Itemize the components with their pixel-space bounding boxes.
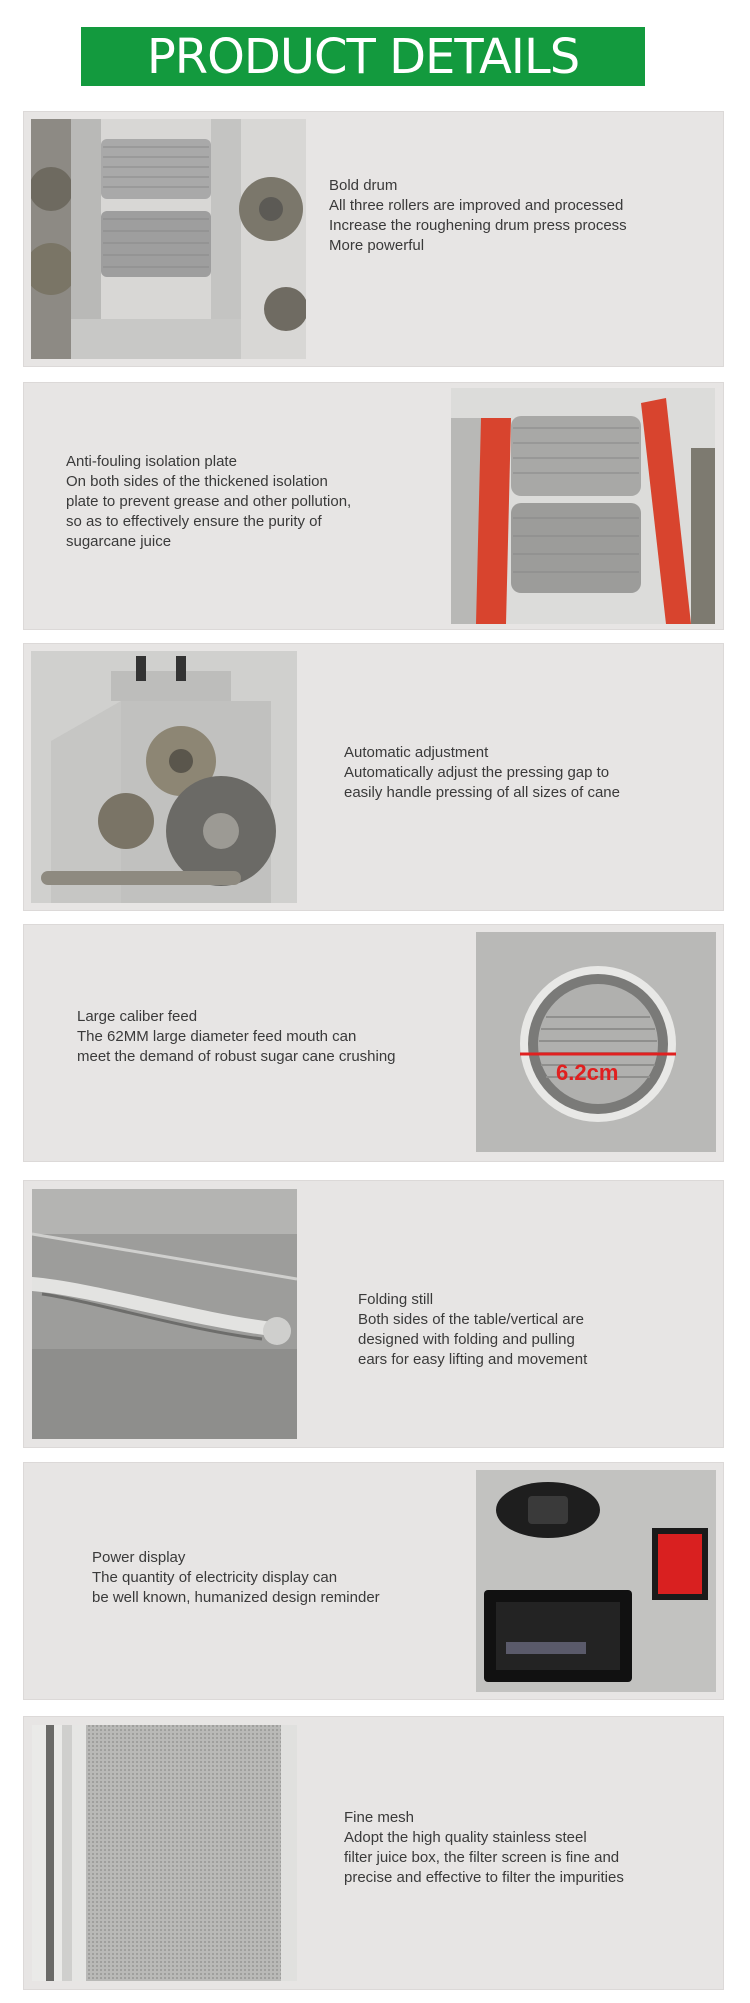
section-isolation-plate: [23, 382, 724, 630]
section-text-line: sugarcane juice: [66, 533, 172, 550]
gear-adjustment-photo: [31, 651, 297, 903]
section-text-line: Both sides of the table/vertical are: [358, 1311, 584, 1328]
section-text-line: filter juice box, the filter screen is fine and: [344, 1849, 620, 1866]
section-text-line: plate to prevent grease and other pollution,: [66, 493, 352, 510]
section-text-line: be well known, humanized design reminder: [92, 1589, 380, 1606]
section-text-line: All three rollers are improved and processed: [329, 197, 624, 214]
section-text-line: The quantity of electricity display can: [92, 1569, 338, 1586]
bold-drum-rollers-photo: [31, 119, 306, 359]
section-text-line: The 62MM large diameter feed mouth can: [77, 1028, 357, 1045]
section-text-fine-mesh: [344, 1808, 624, 1888]
section-text-bold-drum: [329, 176, 627, 256]
folding-handle-photo: [32, 1189, 297, 1439]
section-text-line: meet the demand of robust sugar cane crushing: [77, 1048, 396, 1065]
diameter-label: 6.2cm: [556, 1060, 619, 1085]
section-text-line: precise and effective to filter the impurities: [344, 1869, 624, 1886]
isolation-plate-photo: [451, 388, 715, 624]
section-heading: Large caliber feed: [77, 1008, 198, 1025]
feed-mouth-photo: [476, 932, 716, 1152]
section-automatic-adjustment: [23, 643, 724, 911]
section-heading: Anti-fouling isolation plate: [66, 453, 237, 470]
section-fine-mesh: [23, 1716, 724, 1990]
section-text-line: easily handle pressing of all sizes of cane: [344, 784, 620, 801]
section-power-display: [23, 1462, 724, 1700]
page-title-banner: [81, 27, 645, 86]
section-large-caliber-feed: [23, 924, 724, 1162]
fine-mesh-photo: [32, 1725, 297, 1981]
section-text-power-display: [92, 1548, 380, 1608]
section-heading: Folding still: [358, 1291, 434, 1308]
section-text-line: Adopt the high quality stainless steel: [344, 1829, 587, 1846]
section-text-line: Automatically adjust the pressing gap to: [344, 764, 610, 781]
section-text-line: ears for easy lifting and movement: [358, 1351, 588, 1368]
section-text-line: so as to effectively ensure the purity of: [66, 513, 322, 530]
section-text-line: More powerful: [329, 237, 425, 254]
section-text-line: designed with folding and pulling: [358, 1331, 575, 1348]
section-heading: Fine mesh: [344, 1809, 415, 1826]
section-heading: Power display: [92, 1549, 186, 1566]
section-heading: Bold drum: [329, 177, 398, 194]
section-heading: Automatic adjustment: [344, 744, 489, 761]
page-title: PRODUCT DETAILS: [146, 28, 580, 85]
section-text-line: On both sides of the thickened isolation: [66, 473, 328, 490]
power-display-photo: [476, 1470, 716, 1692]
section-text-automatic-adjustment: [344, 743, 620, 803]
section-text-large-caliber-feed: [77, 1007, 396, 1067]
section-folding-still: [23, 1180, 724, 1448]
section-text-isolation-plate: [66, 452, 351, 552]
section-text-line: Increase the roughening drum press process: [329, 217, 627, 234]
section-bold-drum: [23, 111, 724, 367]
section-text-folding-still: [358, 1290, 587, 1370]
